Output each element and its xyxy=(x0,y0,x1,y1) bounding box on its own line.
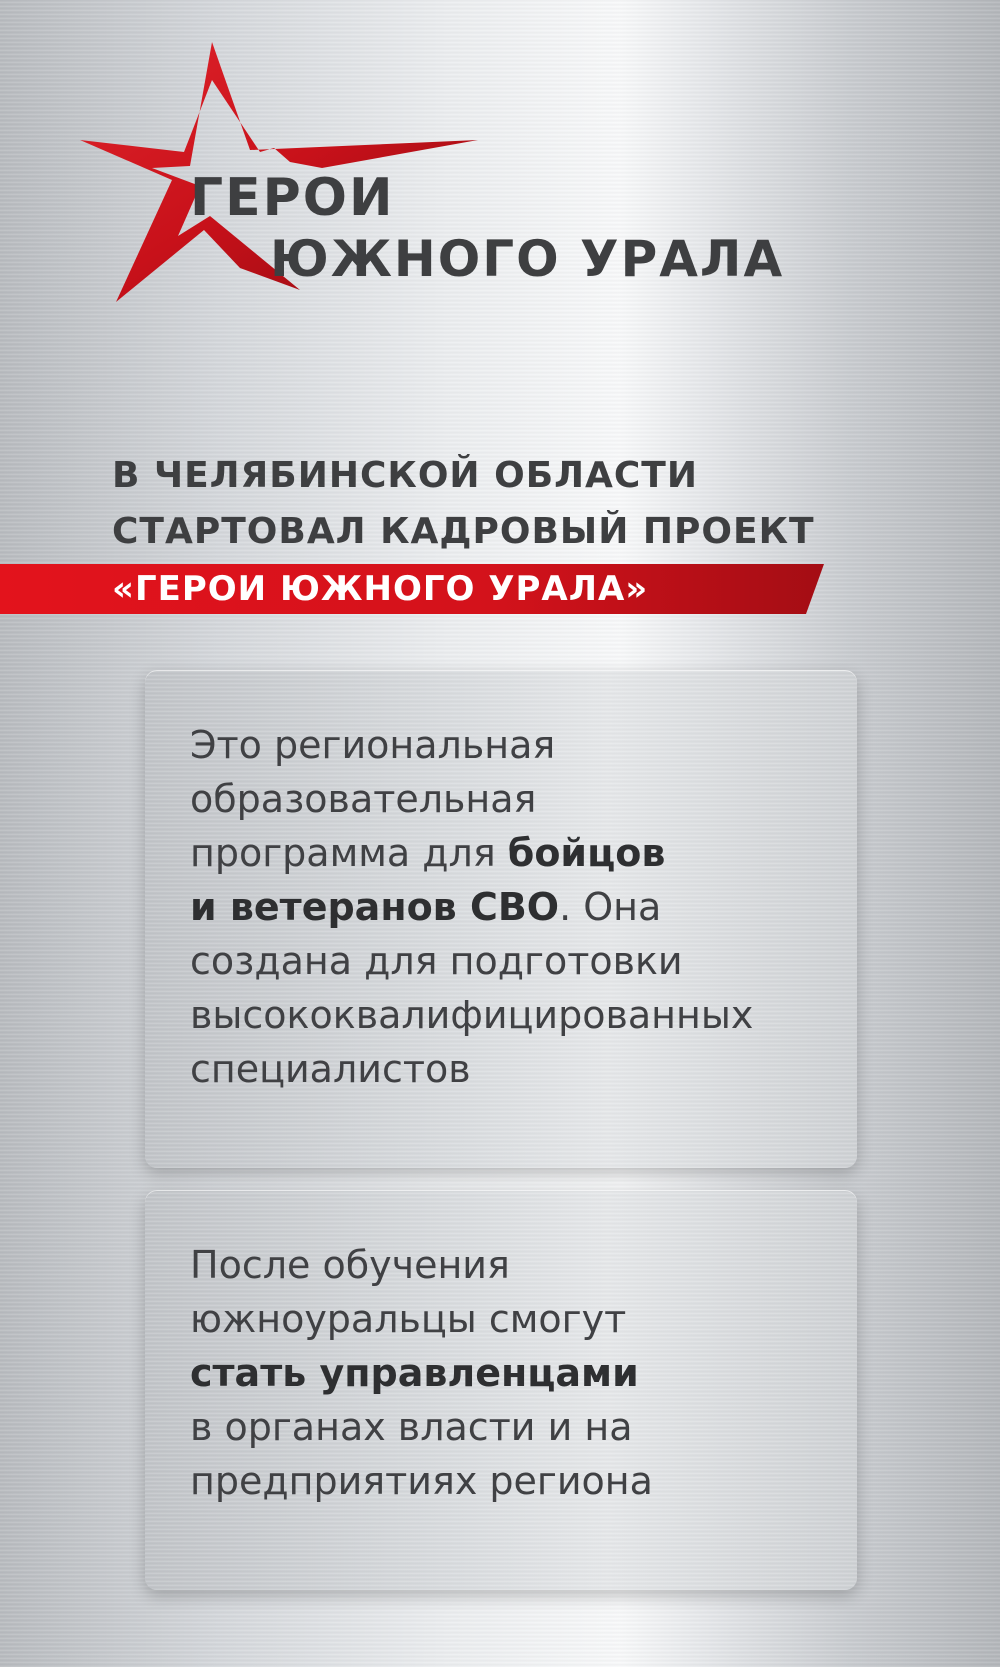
logo-title-line2: ЮЖНОГО УРАЛА xyxy=(270,230,785,288)
headline-line2: СТАРТОВАЛ КАДРОВЫЙ ПРОЕКТ xyxy=(112,511,815,552)
card1-line4 xyxy=(190,880,830,934)
info-card-program xyxy=(145,670,857,1168)
card1-line3 xyxy=(190,826,830,880)
card2-line5: предприятиях региона xyxy=(190,1459,653,1503)
card2-line1: После обучения xyxy=(190,1243,510,1287)
card1-line3-regular: программа для xyxy=(190,831,508,875)
card1-line5: создана для подготовки xyxy=(190,939,683,983)
project-name-ribbon xyxy=(0,564,824,614)
headline-line1: В ЧЕЛЯБИНСКОЙ ОБЛАСТИ xyxy=(112,455,698,496)
card1-line7: специалистов xyxy=(190,1047,471,1091)
card-text xyxy=(190,1238,830,1508)
card1-line3-bold: бойцов xyxy=(507,831,666,875)
info-card-outcome xyxy=(145,1190,857,1590)
logo xyxy=(60,40,820,330)
card1-line1: Это региональная xyxy=(190,723,556,767)
card1-line6: высококвалифицированных xyxy=(190,993,754,1037)
card1-line2: образовательная xyxy=(190,777,537,821)
card1-line4-bold: и ветеранов СВО xyxy=(190,885,560,929)
card1-line4-regular: . Она xyxy=(559,885,662,929)
card2-line4: в органах власти и на xyxy=(190,1405,633,1449)
card-text xyxy=(190,718,830,1096)
card2-line3-bold: стать управленцами xyxy=(190,1351,639,1395)
card2-line2: южноуральцы смогут xyxy=(190,1297,627,1341)
headline xyxy=(112,448,942,560)
logo-title-line1: ГЕРОИ xyxy=(190,168,395,228)
ribbon-text: «ГЕРОИ ЮЖНОГО УРАЛА» xyxy=(112,569,649,609)
